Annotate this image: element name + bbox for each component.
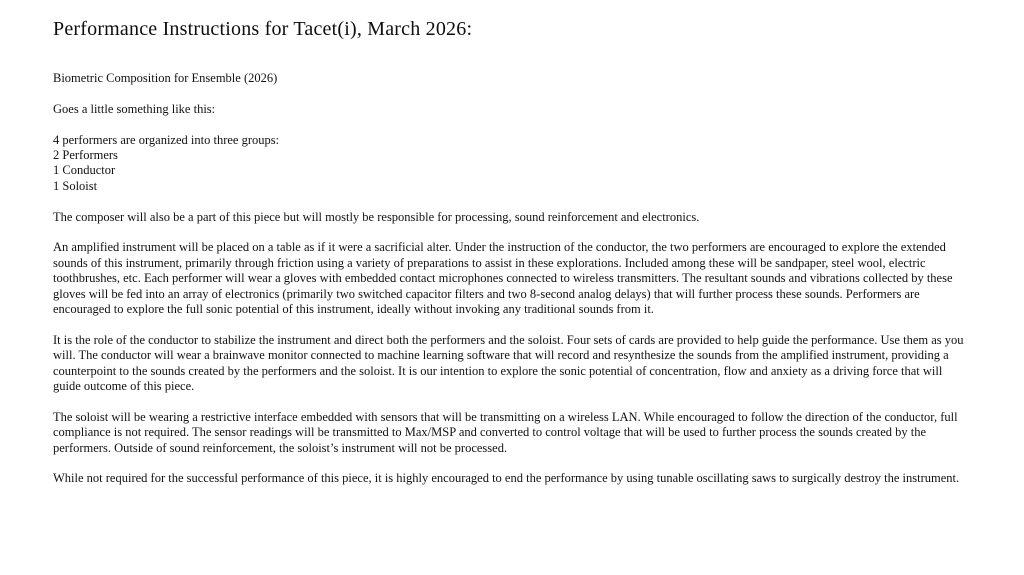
- roster-heading: 4 performers are organized into three groups:: [53, 132, 280, 147]
- document-subtitle: Biometric Composition for Ensemble (2026): [53, 71, 278, 85]
- roster-item: 1 Conductor: [53, 163, 116, 178]
- paragraph-ending: While not required for the successful performance of this piece, it is highly encouraged to end the performance by using tunable oscillating saws to surgically destroy the instrument.: [53, 471, 960, 486]
- paragraph-amplified-instrument: An amplified instrument will be placed on a table as if it were a sacrificial alter. Under the instruction of the conductor, the two performers are encouraged to explore the extended sounds of this instrument, primarily through friction using a variety of preparations to assist in these explorations. Included among these will be sandpaper, steel wool, electric toothbrushes, etc. Each performer will wear a gloves with embedded contact microphones connected to wireless transmitters. The resultant sounds and vibrations collected by these gloves will be fed into an array of electronics (primarily two switched capacitor filters and two 8-second analog delays) that will further process these sounds. Performers are encouraged to explore the full sonic potential of this instrument, ideally without invoking any traditional sounds from it.: [53, 240, 953, 317]
- roster-item: 2 Performers: [53, 148, 118, 162]
- paragraph-composer: The composer will also be a part of this piece but will mostly be responsible for processing, sound reinforcement and electronics.: [53, 209, 700, 224]
- roster-item: 1 Soloist: [53, 178, 98, 193]
- document-title: Performance Instructions for Tacet(i), March 2026:: [53, 18, 473, 40]
- paragraph-soloist: The soloist will be wearing a restrictive interface embedded with sensors that will be transmitting on a wireless LAN. While encouraged to follow the direction of the conductor, full compliance is not required. The sensor readings will be transmitted to Max/MSP and converted to control voltage that will be used to further process the sounds created by the performers. Outside of sound reinforcement, the soloist’s instrument will not be processed.: [53, 409, 958, 455]
- intro-line: Goes a little something like this:: [53, 101, 216, 116]
- roster-block: [53, 133, 967, 195]
- paragraph-conductor-role: It is the role of the conductor to stabilize the instrument and direct both the performers and the soloist. Four sets of cards are provided to help guide the performance. Use them as you will. The conductor will wear a brainwave monitor connected to machine learning software that will record and resynthesize the sounds from the amplified instrument, providing a counterpoint to the sounds created by the performers and the soloist. It is our intention to explore the sonic potential of concentration, flow and anxiety as a driving force that will guide outcome of this piece.: [53, 332, 964, 394]
